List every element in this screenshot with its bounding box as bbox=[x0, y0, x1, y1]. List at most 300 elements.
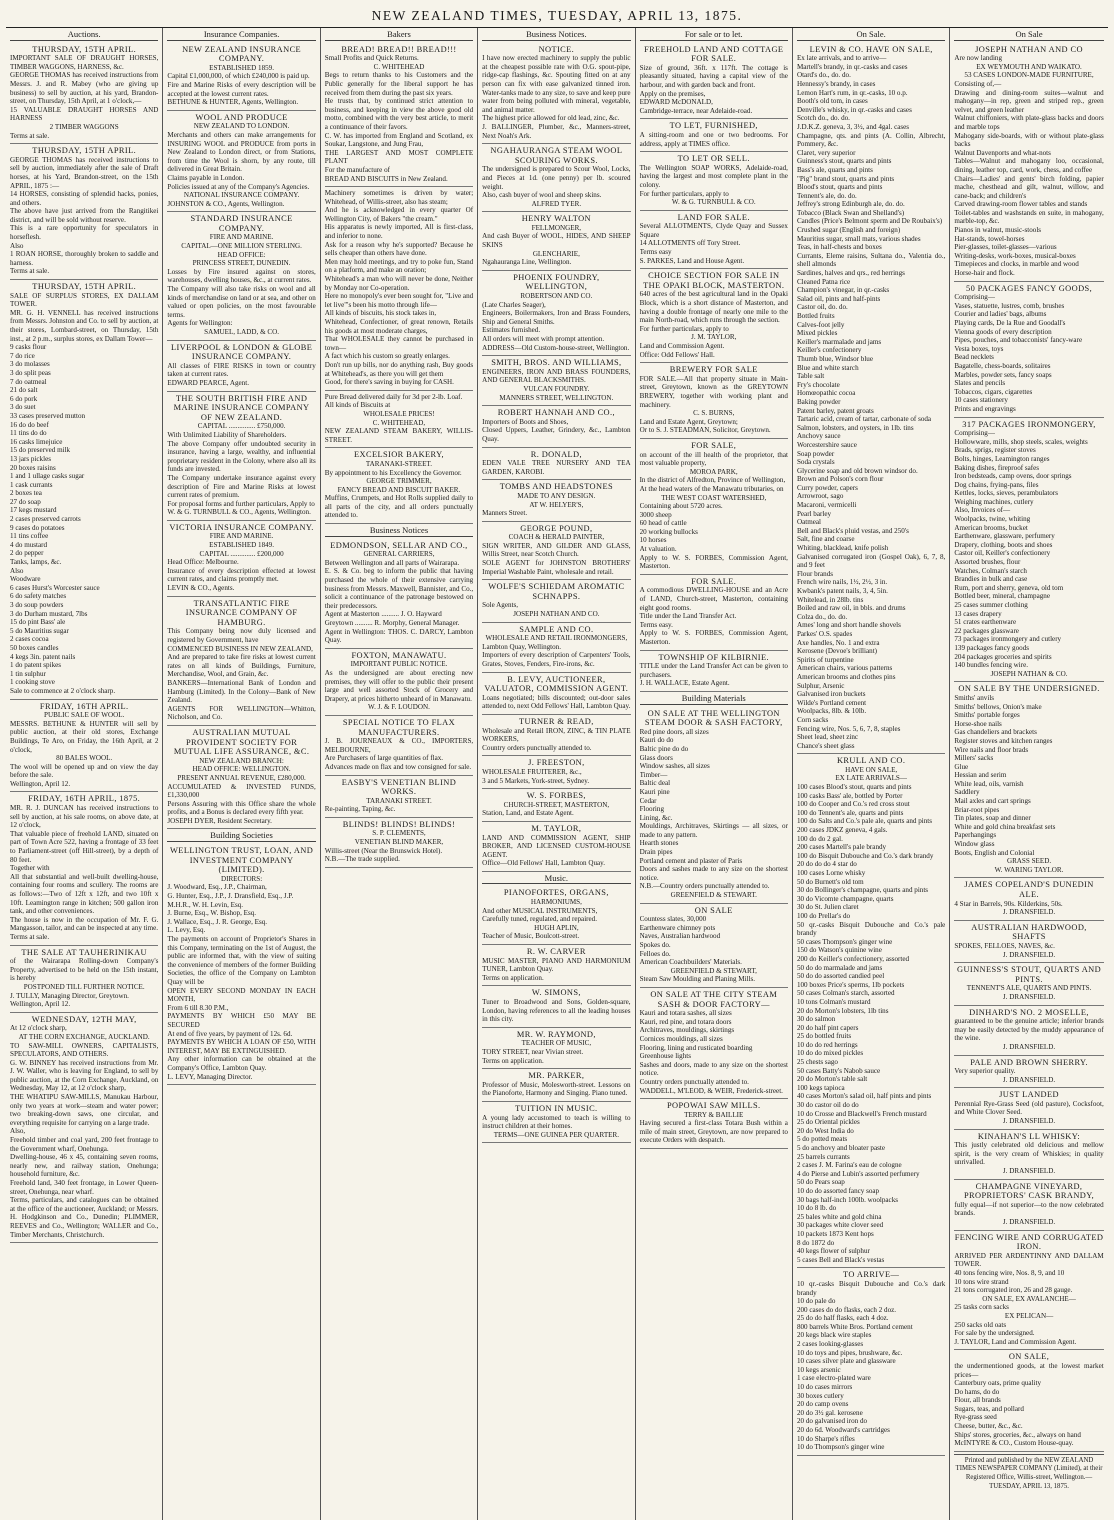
advertisement-line: Guinness's stout, quarts and pints bbox=[796, 157, 892, 166]
advertisement-line: Glass doors bbox=[639, 753, 673, 762]
advertisement-line: MESSRS. BETHUNE & HUNTER will sell by public auction, at their old stores, Exchange Buildings, Te Aro, on Friday, the 16th April, at 2 o'clock, bbox=[10, 719, 159, 754]
section-heading: Music. bbox=[482, 874, 630, 885]
advertisement-line: All classes of FIRE RISKS in town or country taken at current rates. bbox=[167, 361, 316, 379]
advertisement-line: Oatmeal bbox=[796, 518, 821, 527]
advertisement-line: Any other information can be obtained at the Company's Office, Lambton Quay. bbox=[167, 1055, 316, 1072]
advertisement bbox=[797, 1268, 945, 1455]
advertisement-line: Baltic pine do do bbox=[639, 744, 689, 753]
advertisement bbox=[954, 682, 1103, 878]
advertisement-line: Earthenware chimney pots bbox=[639, 923, 716, 932]
advertisement-line: 21 tons corrugated iron, 26 and 28 gauge. bbox=[954, 1286, 1073, 1295]
advertisement-line: GRASS SEED. bbox=[1006, 857, 1052, 866]
advertisement bbox=[482, 1102, 630, 1143]
advertisement-title: ON SALE AT THE CITY STEAM SASH & DOOR FACTORY— bbox=[650, 989, 778, 1009]
advertisement bbox=[640, 152, 788, 211]
advertisement-line: Here no monopoly's ever been sought for, "Live and let live"'s been his motto through life— bbox=[324, 292, 474, 309]
advertisement bbox=[10, 1013, 158, 1243]
advertisement-line: Tables—Walnut and mahogany loo, occasional, dining, leather top, card, work, chess, and coffee bbox=[954, 157, 1104, 174]
advertisement-line: NEW ZEALAND BRANCH: bbox=[199, 756, 284, 765]
advertisement-title: TUITION IN MUSIC. bbox=[515, 1103, 598, 1113]
advertisement-line: The Company undertake insurance against every description of Fire and Marine Risks at lowest current rates of premium. bbox=[167, 473, 316, 500]
advertisement-title: DINHARD'S NO. 2 MOSELLE, bbox=[969, 1007, 1089, 1017]
advertisement-line: 1 ROAN HORSE, thoroughly broken to saddle and harness. bbox=[10, 250, 159, 267]
advertisement-line: His apparatus is newly imported, All is first-class, and inferior to none. bbox=[324, 223, 474, 241]
advertisement-line: EDWARD McDONALD, bbox=[639, 98, 713, 107]
advertisement-line: As the undersigned are about erecting new premises, they will offer to the public their present large and well assorted Stock of Grocery and Drapery, at prices hitherto unheard of in Manawatu. bbox=[324, 668, 474, 703]
advertisement-line: 16 do do beef bbox=[10, 420, 49, 429]
advertisement-line: Apply on the premises, bbox=[639, 89, 706, 98]
advertisement bbox=[640, 651, 788, 692]
advertisement-title: FOR SALE. bbox=[691, 576, 737, 586]
advertisement-title: TO LET OR SELL. bbox=[677, 154, 750, 164]
advertisement-line: A sitting-room and one or two bedrooms. For address, apply at TIMES office. bbox=[639, 130, 788, 148]
advertisement-line: Bagatelle, chess-boards, solitaires bbox=[954, 361, 1051, 370]
advertisement-line: HEAD OFFICE: WELLINGTON. bbox=[192, 765, 291, 774]
advertisement-line: Sashes and doors, made to any size on the shortest notice. bbox=[639, 1060, 788, 1078]
advertisement-line: Register stoves and kitchen ranges bbox=[954, 736, 1053, 745]
advertisement-line: Parkes' O.S. spades bbox=[796, 629, 853, 638]
advertisement-title: WOOL AND PRODUCE bbox=[195, 112, 288, 122]
advertisement-line: MADE TO ANY DESIGN. bbox=[517, 491, 596, 500]
advertisement-line: Hessian and serim bbox=[954, 771, 1007, 780]
advertisement-line: ON SALE, EX AVALANCHE— bbox=[982, 1294, 1076, 1303]
advertisement-line: 10 do do assorted fancy soap bbox=[796, 1186, 880, 1195]
advertisement-line: White lead, oils, varnish bbox=[954, 779, 1024, 788]
advertisement bbox=[954, 1130, 1103, 1180]
advertisement-line: NEW ZEALAND TO LONDON. bbox=[193, 122, 290, 131]
advertisement-line: 10 packets 1873 Kent hops bbox=[796, 1229, 874, 1238]
advertisement-line: The undersigned is prepared to Scour Wool, Locks, and Pieces at 1d. (one penny) per lb. scoured weight. bbox=[482, 165, 631, 191]
advertisement-line: 204 packages groceries and spirits bbox=[954, 652, 1052, 661]
advertisement-line: Sale to commence at 2 o'clock sharp. bbox=[10, 686, 116, 695]
advertisement-line: 2 boxes tea bbox=[10, 489, 42, 498]
column-6 bbox=[793, 28, 950, 1520]
advertisement-line: Crushed sugar (English and foreign) bbox=[796, 226, 901, 235]
advertisement-line: Hearth stones bbox=[639, 839, 679, 848]
advertisement-line: Anchovy sauce bbox=[796, 432, 841, 441]
advertisement-line: Blue and white starch bbox=[796, 363, 859, 372]
advertisement-line: Sardines, halves and qrs., red herrings bbox=[796, 269, 905, 278]
advertisement-line: Worcestershire sauce bbox=[796, 440, 857, 449]
advertisement-line: 6 do safety matches bbox=[10, 592, 67, 601]
advertisement-line: Don't run up bills, nor do anything rash, Buy goods at Whitehead's, as there you will get them bbox=[324, 360, 474, 378]
advertisement-line: Country orders punctually attended to. bbox=[639, 1077, 749, 1086]
advertisement-title: WOLFE'S SCHIEDAM AROMATIC SCHNAPPS. bbox=[488, 582, 625, 601]
advertisement-title: AUSTRALIAN MUTUAL PROVIDENT SOCIETY FOR MUTUAL LIFE ASSURANCE, &C. bbox=[173, 727, 310, 757]
advertisement-title: THURSDAY, 15TH APRIL. bbox=[32, 146, 137, 156]
advertisement-line: 50 cases Colman's starch, assorted bbox=[796, 989, 895, 998]
advertisement-line: Also, Invoices of— bbox=[954, 506, 1011, 515]
advertisement-line: 200 cases do do flasks, each 2 doz. bbox=[796, 1305, 897, 1314]
advertisement-line: 1 case electro-plated ware bbox=[796, 1374, 871, 1383]
advertisement-title: FREEHOLD LAND AND COTTAGE FOR SALE. bbox=[644, 44, 784, 64]
advertisement bbox=[482, 986, 630, 1027]
advertisement-line: 14 ALLOTMENTS off Tory Street. bbox=[639, 239, 741, 248]
advertisement-line: All kinds of Biscuits at bbox=[324, 401, 391, 410]
advertisement-line: Fry's chocolate bbox=[796, 380, 840, 389]
advertisement-line: 100 boxes Price's sperms, 1lb pockets bbox=[796, 980, 905, 989]
advertisement-line: Ames' long and short handle shovels bbox=[796, 621, 901, 630]
advertisement-line: 22 packages glassware bbox=[954, 626, 1019, 635]
advertisement-line: 30 packages white clover seed bbox=[796, 1221, 884, 1230]
advertisement bbox=[167, 392, 315, 521]
advertisement-line: 3 and 5 Markets, York-street, Sydney. bbox=[482, 776, 590, 785]
advertisement-title: SMITH, BROS. AND WILLIAMS, bbox=[491, 358, 622, 368]
advertisement-line: Courier and ladies' bags, albums bbox=[954, 310, 1047, 319]
advertisement-line: Ask for a reason why he's supported? Because he sells cheaper than others have done. bbox=[324, 240, 474, 258]
advertisement-line: 25 bales white and gold china bbox=[796, 1212, 882, 1221]
advertisement-line: 73 packages ironmongery and cutlery bbox=[954, 635, 1062, 644]
advertisement-line: Mouldings, Architraves, Skirtings — all sizes, or made to any pattern. bbox=[639, 822, 788, 839]
advertisement-title: EASBY'S VENETIAN BLIND WORKS. bbox=[341, 777, 457, 797]
advertisement-line: 20 do 6d. Woodward's cartridges bbox=[796, 1426, 890, 1434]
advertisement-line: EX LATE ARRIVALS— bbox=[835, 774, 907, 783]
advertisement-title: PIANOFORTES, ORGANS, bbox=[503, 888, 609, 898]
advertisement-title: KRULL AND CO. bbox=[836, 756, 906, 766]
advertisement-line: J. DRANSFIELD. bbox=[1002, 1075, 1056, 1084]
section-heading: Building Materials bbox=[640, 694, 788, 705]
advertisement-line: Table salt bbox=[796, 372, 825, 381]
advertisement-line: WADDELL, M'LEOD, & WEIR, Frederick-street. bbox=[639, 1086, 783, 1095]
advertisement-line: Chairs—Ladies' and gents' birch folding, papier mache, chesthead and gilt, walnut, willow, and cane-back; and children's bbox=[954, 174, 1104, 200]
advertisement-line: BANKERS—International Bank of London and Hamburg (Limited). In the Colony—Bank of New Zealand. bbox=[167, 678, 316, 705]
advertisement-line: Carved drawing-room flower tables and stands bbox=[954, 200, 1088, 209]
advertisement-line: Bottled fruits bbox=[796, 312, 835, 320]
advertisement-line: 139 packages fancy goods bbox=[954, 643, 1030, 652]
advertisement-line: Steam Saw Moulding and Planing Mills. bbox=[639, 975, 756, 984]
column-1 bbox=[6, 28, 163, 1520]
advertisement bbox=[325, 649, 473, 716]
advertisement-line: Colza do., do. do. bbox=[796, 612, 848, 621]
advertisement-line: 4 do Pierse and Lubin's assorted perfumery bbox=[796, 1169, 920, 1178]
advertisement bbox=[482, 945, 630, 986]
advertisement-line: TARANAKI-STREET. bbox=[365, 459, 433, 468]
advertisement-line: Are now landing bbox=[954, 54, 1003, 63]
advertisement-line: 640 acres of the best agricultural land in the Opaki Block, which is a short distance of Masterton, and having a double frontage of nearly one mile to the main North-road, which runs through the section. bbox=[639, 290, 788, 325]
advertisement-line: Terms on application. bbox=[482, 973, 544, 982]
advertisement-line: TORY STREET, near Vivian street. bbox=[482, 1047, 584, 1056]
advertisement-line: E. S. & Co. beg to inform the public that having purchased the whole of their extensive carrying business from Messrs. Maxwell, Bannister, and Co., solicit a continuance of the patronage bestowed on their predecessors. bbox=[324, 567, 474, 610]
advertisement-line: W. J. & F. LOUDON. bbox=[368, 703, 430, 712]
advertisement-line: Pipes, pouches, and tobacconists' fancy-ware bbox=[954, 336, 1083, 345]
advertisement-line: Containing about 5720 acres. bbox=[639, 502, 723, 511]
advertisement-line: And cash Buyer of WOOL, HIDES, AND SHEEP SKINS bbox=[482, 232, 631, 250]
advertisement-line: Also, bbox=[10, 1127, 26, 1136]
advertisement-line: Walnut Davenports and what-nots bbox=[954, 148, 1051, 157]
advertisement-line: Wire nails and floor brads bbox=[954, 745, 1029, 754]
advertisement-line: 21 do salt bbox=[10, 386, 38, 395]
advertisement-title: FENCING WIRE AND CORRUGATED IRON. bbox=[954, 1232, 1104, 1252]
advertisement-line: 1 and 1 ullage casks sugar bbox=[10, 472, 85, 481]
advertisement bbox=[482, 886, 630, 945]
advertisement-line: Whitehead's a man who will never be done, Neither by Monday nor Co-operation. bbox=[324, 275, 474, 292]
advertisement-line: VULCAN FOUNDRY. bbox=[523, 384, 590, 393]
advertisement-line: Also bbox=[10, 566, 24, 575]
advertisement-line: THE WEST COAST WATERSHED, bbox=[661, 493, 767, 502]
advertisement-line: 25 do Oriental pickles bbox=[796, 1118, 860, 1127]
advertisement bbox=[482, 144, 630, 212]
advertisement bbox=[954, 43, 1103, 282]
advertisement-title: NOTICE. bbox=[538, 44, 575, 54]
advertisement bbox=[954, 1350, 1103, 1452]
advertisement-line: "Pig" brand stout, quarts and pints bbox=[796, 174, 895, 183]
advertisement-line: 10 horses bbox=[639, 536, 667, 545]
advertisement-line: ACCUMULATED & INVESTED FUNDS, £1,330,000 bbox=[167, 782, 316, 800]
advertisement-line: Bead necklets bbox=[954, 353, 994, 362]
advertisement-line: Having secured a first-class Totara Bush within a mile of main street, Greytown, are now prepared to execute Orders with despatch. bbox=[639, 1119, 788, 1145]
advertisement-line: Good, for there's saving in buying for CASH. bbox=[324, 378, 454, 387]
advertisement-line: TARANAKI STREET. bbox=[366, 796, 432, 805]
advertisement-line: American brooms and clothes pins bbox=[796, 672, 896, 681]
advertisement-line: Tuner to Broadwood and Sons, Golden-square, London, having references to all the leading houses in this city. bbox=[482, 998, 631, 1024]
advertisement-line: AGENTS FOR WELLINGTON—Whitton, Nicholson, and Co. bbox=[167, 704, 316, 722]
advertisement-line: WHOLESALE PRICES! bbox=[363, 409, 435, 418]
advertisement-title: R. W. CARVER bbox=[526, 947, 586, 957]
advertisement-title: BREWERY FOR SALE bbox=[669, 365, 758, 375]
advertisement-line: Boots, English and Colonial bbox=[954, 848, 1035, 857]
advertisement-title: CHOICE SECTION FOR SALE IN THE OPAKI BLOCK, MASTERTON. bbox=[643, 271, 785, 290]
advertisement-title: CHAMPAGNE VINEYARD, PROPRIETORS' CASK BRANDY, bbox=[963, 1181, 1095, 1201]
advertisement-line: 20 do 3½ gal. kerosene bbox=[796, 1408, 863, 1417]
advertisement bbox=[167, 212, 315, 340]
advertisement-line: 10 do Crosse and Blackwell's French mustard bbox=[796, 1109, 927, 1118]
advertisement-line: 3 do suet bbox=[10, 403, 36, 412]
advertisement bbox=[640, 211, 788, 270]
advertisement-line: 10 do Sharpe's rifles bbox=[796, 1434, 855, 1443]
advertisement-line: Pearl barley bbox=[796, 509, 832, 518]
advertisement-line: 20 do Morton's table salt bbox=[796, 1075, 868, 1084]
advertisement-line: Whitelead, in 28lb. tins bbox=[796, 595, 864, 604]
advertisement bbox=[482, 212, 630, 271]
advertisement-line: 2 do pepper bbox=[10, 549, 44, 558]
advertisement bbox=[954, 963, 1103, 1005]
advertisement-line: MANNERS STREET, WELLINGTON. bbox=[499, 393, 614, 402]
advertisement-line: BREAD AND BISCUITS in New Zealand. bbox=[324, 174, 448, 183]
advertisement-title: NGAHAURANGA STEAM WOOL SCOURING WORKS. bbox=[490, 146, 623, 165]
advertisement-line: J. H. WALLACE, Estate Agent. bbox=[639, 679, 730, 688]
advertisement-line: Cleaned Patna rice bbox=[796, 277, 851, 286]
advertisement-line: Estimates furnished. bbox=[482, 326, 541, 335]
advertisement-line: Writing-desks, work-boxes, musical-boxes bbox=[954, 251, 1076, 260]
advertisement-title: W. S. FORBES, bbox=[526, 791, 586, 801]
advertisement-line: Cheese, butter, &c., &c. bbox=[954, 1422, 1023, 1431]
section-heading: Building Societies bbox=[167, 831, 315, 842]
advertisement-line: 10 do do red herrings bbox=[796, 1040, 858, 1049]
advertisement bbox=[482, 448, 630, 481]
advertisement-line: At end of five years, by payment of 12s. 6d. bbox=[167, 1029, 293, 1038]
advertisement-line: ADDRESS—Old Custom-house-street, Wellington. bbox=[482, 343, 630, 352]
advertisement-line: GREENFIELD & STEWART. bbox=[670, 891, 757, 900]
advertisement-line: Earthenware, glassware, perfumery bbox=[954, 532, 1055, 541]
advertisement-line: THE LARGEST AND MOST COMPLETE PLANT bbox=[324, 148, 474, 166]
column-heading: On Sale. bbox=[797, 30, 945, 41]
advertisement-line: Kettles, locks, sieves, perambulators bbox=[954, 489, 1058, 498]
advertisement-line: 1 do patent spikes bbox=[10, 661, 62, 670]
advertisement-line: G. W. BINNEY has received instructions from Mr. J. W. Waller, who is leaving for England, to sell by public auction, at the Corn Exchange, Auckland, on Wednesday, May 12, at 12 o'clock sharp, bbox=[10, 1058, 159, 1093]
advertisement-line: of the Wairarapa Rolling-down Company's Property, advertised to be held on the 15th instant, is hereby bbox=[10, 957, 159, 983]
advertisement bbox=[954, 282, 1103, 418]
columns bbox=[6, 28, 1108, 1520]
advertisement-line: Claims payable in London. bbox=[167, 173, 245, 182]
advertisement-line: American chairs, various patterns bbox=[796, 664, 893, 673]
advertisement bbox=[10, 43, 158, 145]
advertisement bbox=[167, 597, 315, 726]
advertisement-line: EX PELICAN— bbox=[1004, 1311, 1054, 1320]
advertisement-line: CHURCH-STREET, MASTERTON, bbox=[503, 800, 610, 809]
advertisement-line: ALFRED TYER. bbox=[531, 199, 582, 208]
advertisement-line: W. & G. TURNBULL & CO. bbox=[671, 198, 756, 207]
advertisement-line: Galvanised corrugated iron (Gospel Oak), 6, 7, 8, and 9 feet bbox=[796, 552, 946, 570]
advertisement-line: SPOKES, FELLOES, NAVES, &c. bbox=[954, 941, 1055, 950]
advertisement-line: Drawing and dining-room suites—walnut and mahogany—in rep, green and striped rep., green velvet, and green leather bbox=[954, 88, 1104, 114]
advertisement-line: Iron bedsteads, camp ovens, door springs bbox=[954, 472, 1072, 481]
advertisement-line: Whitehead, Confectioner, of great renown, Retails his goods at most moderate charges, bbox=[324, 318, 474, 335]
advertisement-line: J. Wallace, Esq., J. R. George, Esq. bbox=[167, 917, 268, 926]
advertisement-line: 20 do half pint capers bbox=[796, 1023, 859, 1032]
advertisement-line: That valuable piece of freehold LAND, situated on part of Town Acre 522, having a frontage of 33 feet to Parliament-street (off Hill-street), by a depth of 80 feet. bbox=[10, 829, 159, 864]
advertisement-line: 5 do Mauritius sugar bbox=[10, 626, 69, 635]
advertisement-line: 100 do do 2 gal. bbox=[796, 834, 843, 843]
advertisement-line: Cornices mouldings, all sizes bbox=[639, 1034, 723, 1043]
advertisement-line: LAND AND COMMISSION AGENT, SHIP BROKER, AND LICENSED CUSTOM-HOUSE AGENT. bbox=[482, 833, 631, 859]
advertisement-line: 15 VALUABLE DRAUGHT HORSES AND HARNESS bbox=[10, 105, 159, 123]
advertisement-line: Willis-street (Near the Brunswick Hotel). bbox=[324, 846, 443, 855]
advertisement-line: Comprising— bbox=[954, 429, 995, 438]
advertisement-line: Advances made on flax and tow consigned for sale. bbox=[324, 762, 472, 771]
advertisement-line: This justly celebrated old delicious and mellow spirit, is the very cream of Whiskies; in quality unrivalled. bbox=[954, 1141, 1104, 1167]
advertisement-line: Scotch do., do. do. bbox=[796, 114, 850, 123]
advertisement-line: JOHNSTON & CO., Agents, Wellington. bbox=[167, 199, 285, 208]
advertisement-title: THURSDAY, 15TH APRIL. bbox=[32, 282, 137, 292]
advertisement-line: Champagne, qts. and pints (A. Collin, Albrecht, Pommery, &c. bbox=[796, 131, 946, 149]
advertisement-line: guaranteed to be the genuine article; inferior brands may be easily detected by the muddy appearance of the wine. bbox=[954, 1017, 1104, 1043]
advertisement-line: Dwelling-house, 46 x 45, containing seven rooms, nearly new, and railway station, Onehunga; household furniture, &c. bbox=[10, 1153, 159, 1179]
advertisement bbox=[10, 700, 158, 793]
advertisement-line: Doors and sashes made to any size on the shortest notice. bbox=[639, 865, 788, 882]
advertisement bbox=[167, 726, 315, 830]
advertisement-line: Sole Agents, bbox=[482, 601, 519, 610]
advertisement-line: J. Woodward, Esq., J.P., Chairman, bbox=[167, 883, 267, 892]
advertisement-line: 15 do preserved milk bbox=[10, 446, 71, 455]
advertisement-line: 20 do do do 4 star do bbox=[796, 860, 857, 869]
advertisement-line: Rum, port and sherry, geneva, old tom bbox=[954, 583, 1064, 592]
advertisement-line: Terms at sale. bbox=[10, 131, 50, 140]
advertisement-line: J. TULLY, Managing Director, Greytown. bbox=[10, 991, 129, 1000]
advertisement-line: The above Company offer undoubted security in insurance, having a large, wealthy, and influential proprietary resident in the Colony, where also all its funds are invested. bbox=[167, 439, 316, 474]
advertisement-line: 30 do Vicomte champagne, quarts bbox=[796, 894, 894, 903]
advertisement-line: Station, Land, and Estate Agent. bbox=[482, 809, 574, 818]
advertisement-line: MR. G. H. VENNELL has received instructions from Messrs. Johnston and Co. to sell by auction, at their stores, Lombard-street, on Thursday, 15th inst., at 2 p.m., surplus stores, ex Dallam Tower— bbox=[10, 308, 159, 343]
advertisement-line: C. WHITEHEAD bbox=[373, 62, 425, 71]
advertisement-line: 25 barrels currants bbox=[796, 1152, 850, 1161]
advertisement-title: W. SIMONS, bbox=[531, 988, 581, 998]
advertisement-line: Lining, &c. bbox=[639, 813, 673, 822]
advertisement-line: 100 do Bisquit Dubouche and Co.'s dark brandy bbox=[796, 851, 934, 860]
advertisement-line: A fact which his custom so greatly enlarges. bbox=[324, 352, 450, 361]
advertisement-line: GEORGE THOMAS has received instructions from Messrs. J. and R. Mabey (who are giving up business) to sell by auction, at his yard, Brandon-street, on Thursday, 15th April, at 1 o'clock,— bbox=[10, 71, 159, 106]
advertisement bbox=[325, 43, 473, 188]
column-4 bbox=[478, 28, 635, 1520]
advertisement-line: Otard's do., do. do. bbox=[796, 71, 851, 80]
advertisement-line: Terms at sale. bbox=[10, 267, 50, 276]
advertisement-line: Fencing wire, Nos. 5, 6, 7, 8, staples bbox=[796, 724, 901, 733]
advertisement-line: That WHOLESALE they cannot be purchased in town— bbox=[324, 335, 474, 352]
advertisement bbox=[640, 904, 788, 988]
advertisement-line: At valuation. bbox=[639, 545, 677, 554]
advertisement bbox=[954, 1056, 1103, 1089]
advertisement-line: For further particulars, apply to bbox=[639, 189, 729, 198]
advertisement-line: Castor oil, do. do. bbox=[796, 303, 848, 312]
advertisement-line: 10 do toys and pipes, brushware, &c. bbox=[796, 1348, 903, 1357]
advertisement-title: TRANSATLANTIC FIRE INSURANCE COMPANY OF HAMBURG. bbox=[185, 598, 298, 627]
advertisement-line: W. & G. TURNBULL & CO., Agents, Wellington. bbox=[167, 508, 311, 517]
advertisement-line: Toilet-tables and washstands en suite, in mahogany, marble-top, &c. bbox=[954, 208, 1104, 226]
advertisement-line: 25 chests sago bbox=[796, 1058, 838, 1067]
advertisement-line: Curry powder, capers bbox=[796, 483, 858, 492]
advertisement-line: Tin plates, soap and dinner bbox=[954, 814, 1031, 823]
advertisement-line: Capital £1,000,000, of which £240,000 is paid up. bbox=[167, 72, 310, 81]
advertisement-line: Gas chandeliers and brackets bbox=[954, 728, 1037, 737]
advertisement-line: G. Hunter, Esq., J.P., J. Dransfield, Esq., J.P. bbox=[167, 892, 294, 901]
advertisement-line: Land and Commission Agent. bbox=[639, 342, 725, 350]
masthead: NEW ZEALAND TIMES, TUESDAY, APRIL 13, 1875. bbox=[6, 6, 1108, 28]
advertisement-line: Together with bbox=[10, 864, 50, 873]
advertisement-line: Calves-foot jelly bbox=[796, 320, 845, 329]
advertisement-line: For the manufacture of bbox=[324, 165, 390, 174]
advertisement-line: Lambton Quay, Wellington. bbox=[482, 642, 561, 651]
advertisement-line: With Unlimited Liability of Shareholders. bbox=[167, 430, 287, 439]
advertisement-line: 51 crates earthenware bbox=[954, 618, 1017, 627]
advertisement-line: Slates and pencils bbox=[954, 379, 1006, 388]
advertisement-line: 3 do soup powders bbox=[10, 601, 64, 609]
advertisement-line: 7 do rice bbox=[10, 351, 35, 360]
advertisement-line: J. BALLINGER, Plumber, &c., Manners-street, Next Noah's Ark. bbox=[482, 122, 631, 140]
advertisement bbox=[640, 119, 788, 152]
advertisement-line: 9 casks flour bbox=[10, 343, 47, 352]
advertisement-line: Or to S. J. STEADMAN, Solicitor, Greytown. bbox=[639, 426, 771, 435]
advertisement-line: 250 sacks old oats bbox=[954, 1320, 1007, 1329]
advertisement-line: Muffins, Crumpets, and Hot Rolls supplied daily to all parts of the city, and all orders punctually attended to. bbox=[324, 494, 474, 520]
advertisement bbox=[954, 921, 1103, 963]
column-heading: Bakers bbox=[325, 30, 473, 41]
advertisement-line: 20 do galvanised iron do bbox=[796, 1417, 868, 1426]
advertisement-title: ON SALE bbox=[694, 905, 733, 915]
advertisement-line: Carefully tuned, regulated, and repaired. bbox=[482, 915, 598, 924]
advertisement-line: (Late Charles Seager), bbox=[482, 300, 546, 309]
advertisement-line: Keiller's marmalade and jams bbox=[796, 337, 882, 346]
advertisement-line: Baking dishes, fireproof safes bbox=[954, 463, 1040, 472]
advertisement-title: TOWNSHIP OF KILBIRNIE. bbox=[658, 652, 769, 662]
advertisement-line: Saddlery bbox=[954, 788, 980, 797]
advertisement-line: Prints and engravings bbox=[954, 404, 1016, 413]
advertisement-line: 1 cooking stove bbox=[10, 678, 55, 687]
advertisement-line: 10 cases stationery bbox=[954, 396, 1008, 405]
advertisement-line: N.B.—Country orders punctually attended to. bbox=[639, 882, 770, 891]
advertisement bbox=[325, 187, 473, 391]
column-2 bbox=[163, 28, 320, 1520]
advertisement-line: Persons Assuring with this Office share the whole profits, and a Bonus is declared every fifth year. bbox=[167, 799, 316, 817]
advertisement bbox=[640, 269, 788, 363]
column-heading: Insurance Companies. bbox=[167, 30, 315, 41]
advertisement-line: Also bbox=[10, 241, 24, 250]
advertisement-line: And he is acknowledged in every quarter Of Wellington City, of Bakers "the cream." bbox=[324, 206, 474, 223]
advertisement bbox=[167, 341, 315, 392]
advertisement-line: EDEN VALE TREE NURSERY AND TEA GARDEN, KAROBI. bbox=[482, 459, 631, 476]
advertisement-line: COMMENCED BUSINESS IN NEW ZEALAND, bbox=[167, 644, 313, 653]
advertisement-title: KINAHAN'S LL WHISKY: bbox=[977, 1131, 1081, 1141]
advertisement-line: J. Burne, Esq., W. Bishop, Esq. bbox=[167, 909, 257, 918]
advertisement bbox=[640, 43, 788, 120]
